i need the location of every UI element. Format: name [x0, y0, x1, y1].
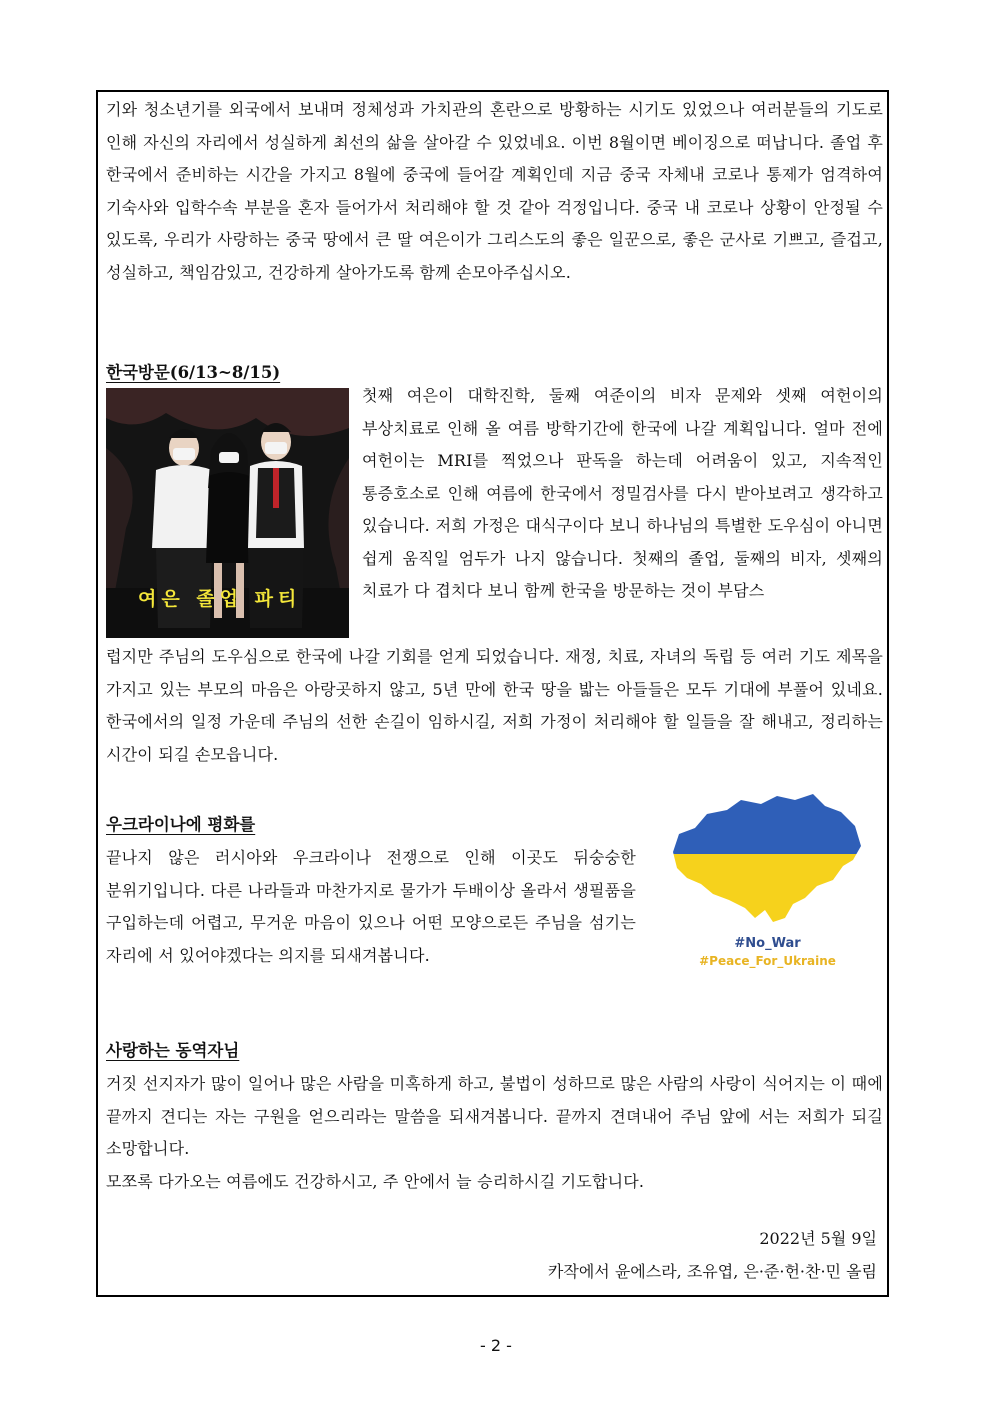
peace-for-ukraine-tag: #Peace_For_Ukraine [699, 954, 836, 968]
letter-frame [96, 90, 889, 1297]
ukraine-map-image [665, 790, 870, 982]
korea-visit-heading: 한국방문(6/13~8/15) [106, 363, 281, 382]
page-number: - 2 - [480, 1336, 512, 1355]
coworkers-paragraph-1: 거짓 선지자가 많이 일어나 많은 사람을 미혹하게 하고, 불법이 성하므로 많은 사람의 사랑이 식어지는 이 때에 끝까지 견디는 자는 구원을 얻으리라는 말씀을 되새겨봅니다. 끝까지 견뎌내어 주님 앞에 서는 저희가 되길 소망합니다. [106, 1074, 883, 1158]
graduation-party-photo [106, 388, 349, 638]
korea-visit-paragraph-side: 첫째 여은이 대학진학, 둘째 여준이의 비자 문제와 셋째 여헌이의 부상치료로 인해 올 여름 방학기간에 한국에 나갈 계획입니다. 얼마 전에 여헌이는 MRI를 찍었으나 판독을 하는데 어려움이 있고, 지속적인 통증호소로 인해 여름에 한국에서 정밀검사를 다시 받아보려고 생각하고 있습니다. 저희 가정은 대식구이다 보니 하나님의 특별한 도우심이 아니면 쉽게 움직일 엄두가 나지 않습니다. 첫째의 졸업, 둘째의 비자, 셋째의 치료가 다 겹치다 보니 함께 한국을 방문하는 것이 부담스 [362, 386, 883, 600]
letter-signature: 카작에서 윤에스라, 조유엽, 은·준·헌·찬·민 올림 [547, 1262, 877, 1281]
ukraine-flag-map-icon [665, 790, 870, 940]
coworkers-paragraph-2: 모쪼록 다가오는 여름에도 건강하시고, 주 안에서 늘 승리하시길 기도합니다. [106, 1172, 645, 1191]
intro-paragraph: 기와 청소년기를 외국에서 보내며 정체성과 가치관의 혼란으로 방황하는 시기도 있었으나 여러분들의 기도로 인해 자신의 자리에서 성실하게 최선의 삶을 살아갈 수 있었네요. 이번 8월이면 베이징으로 떠납니다. 졸업 후 한국에서 준비하는 시간을 가지고 8월에 중국에 들어갈 계획인데 지금 중국 자체내 코로나 통제가 엄격하여 기숙사와 입학수속 부분을 혼자 들어가서 처리해야 할 것 같아 걱정입니다. 중국 내 코로나 상황이 안정될 수 있도록, 우리가 사랑하는 중국 땅에서 큰 딸 여은이가 그리스도의 좋은 일꾼으로, 좋은 군사로 기쁘고, 즐겁고, 성실하고, 책임감있고, 건강하게 살아가도록 함께 손모아주십시오. [106, 100, 883, 282]
letter-date: 2022년 5월 9일 [759, 1229, 877, 1248]
ukraine-heading: 우크라이나에 평화를 [106, 815, 256, 834]
korea-visit-paragraph-bottom: 럽지만 주님의 도우심으로 한국에 나갈 기회를 얻게 되었습니다. 재정, 치료, 자녀의 독립 등 여러 기도 제목을 가지고 있는 부모의 마음은 아랑곳하지 않고, 5년 만에 한국 땅을 밟는 아들들은 모두 기대에 부풀어 있네요. 한국에서의 일정 가운데 주님의 선한 손길이 임하시길, 저희 가정이 처리해야 할 일들을 잘 해내고, 정리하는 시간이 되길 손모읍니다. [106, 647, 883, 764]
ukraine-paragraph: 끝나지 않은 러시아와 우크라이나 전쟁으로 인해 이곳도 뒤숭숭한 분위기입니다. 다른 나라들과 마찬가지로 물가가 두배이상 올라서 생필품을 구입하는데 어렵고, 무거운 마음이 있으나 어떤 모양으로든 주님을 섬기는 자리에 서 있어야겠다는 의지를 되새겨봅니다. [106, 848, 636, 965]
no-war-tag: #No_War [734, 936, 801, 951]
coworkers-heading: 사랑하는 동역자님 [106, 1041, 240, 1060]
photo-caption: 여은 졸업 파티 [138, 588, 302, 610]
